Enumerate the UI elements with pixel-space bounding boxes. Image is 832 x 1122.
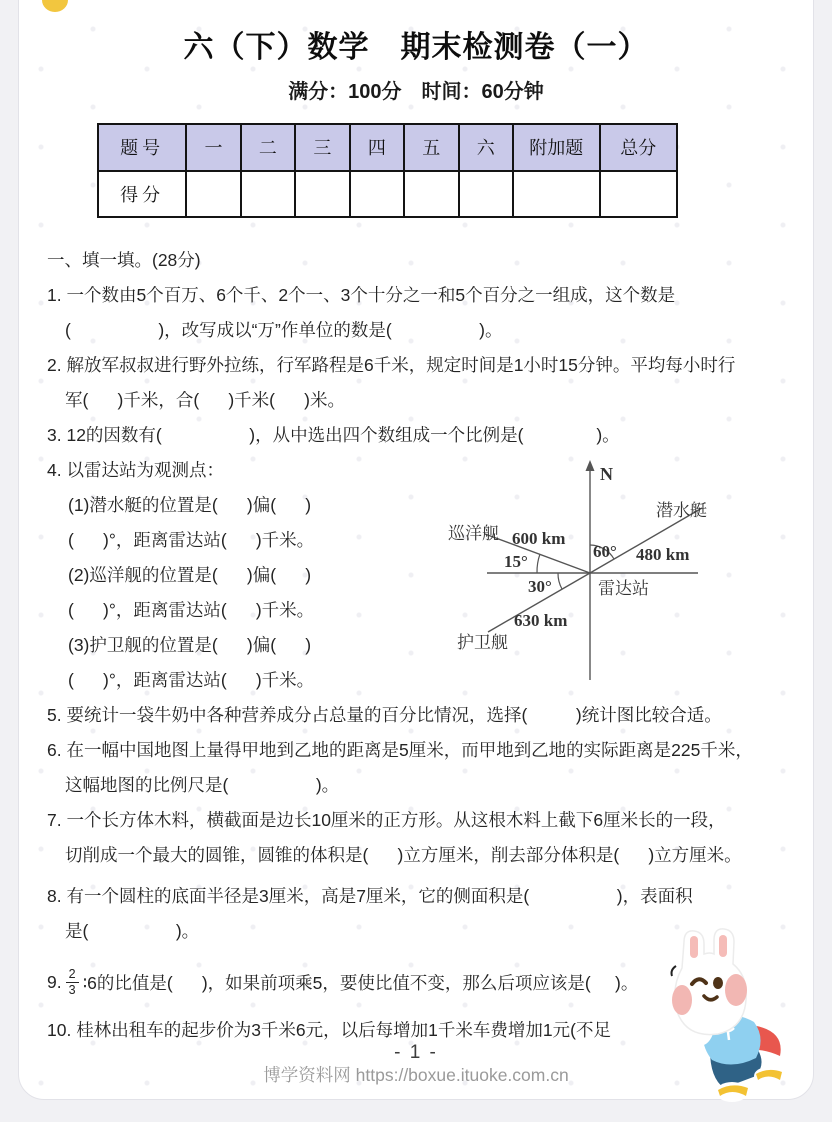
cruiser-label: 巡洋舰 (448, 524, 499, 543)
question-6-line-1: 6. 在一幅中国地图上量得甲地到乙地的距离是5厘米，而甲地到乙地的实际距离是225千米， (47, 740, 753, 760)
score-table-col-6: 六 (459, 124, 513, 171)
question-2-line-2: 军( )千米，合( )千米( )米。 (65, 390, 345, 410)
score-blank-cell (241, 171, 295, 218)
rabbit-eye (713, 977, 723, 989)
site-watermark: 博学资料网 https://boxue.ituoke.com.cn (263, 1065, 569, 1085)
score-blank-cell (295, 171, 349, 218)
frigate-label: 护卫舰 (457, 633, 508, 652)
score-blank-cell (186, 171, 240, 218)
section-heading: 一、填一填。(28分) (47, 250, 201, 270)
question-4-sub-2-line-2: ( )°，距离雷达站( )千米。 (68, 600, 315, 620)
question-9-fraction (66, 967, 79, 997)
question-4-sub-1-line-1: (1)潜水艇的位置是( )偏( ) (68, 495, 312, 515)
score-table (97, 123, 678, 218)
fraction-denominator: 3 (66, 982, 79, 997)
submarine-label: 潜水艇 (656, 501, 707, 520)
score-table-col-4: 四 (350, 124, 404, 171)
angle-arc-15 (537, 554, 540, 573)
question-5: 5. 要统计一袋牛奶中各种营养成分占总量的百分比情况，选择( )统计图比较合适。 (47, 705, 722, 725)
question-6-line-2: 这幅地图的比例尺是( )。 (65, 775, 340, 795)
angle-arc-30 (558, 573, 562, 589)
score-table-score-row (98, 171, 677, 218)
question-4-sub-3-line-1: (3)护卫舰的位置是( )偏( ) (68, 635, 312, 655)
submarine-angle-label: 60° (593, 542, 617, 561)
question-8-line-2: 是( )。 (65, 921, 200, 941)
question-4-sub-2-line-1: (2)巡洋舰的位置是( )偏( ) (68, 565, 312, 585)
radar-diagram (440, 456, 785, 688)
paper-subtitle: 满分：100分 时间：60分钟 (288, 81, 544, 103)
station-label: 雷达站 (598, 579, 649, 598)
cruiser-distance-label: 600 km (512, 529, 566, 548)
frigate-distance-label: 630 km (514, 611, 568, 630)
question-4-block (47, 453, 812, 698)
rabbit-motion-mark (672, 966, 677, 976)
frigate-angle-label: 30° (528, 577, 552, 596)
score-table-header-row (98, 124, 677, 171)
question-2-line-1: 2. 解放军叔叔进行野外拉练，行军路程是6千米，规定时间是1小时15分钟。平均每小时行 (47, 355, 736, 375)
rabbit-cheek-left (672, 985, 692, 1015)
score-blank-cell (404, 171, 458, 218)
score-blank-cell (600, 171, 677, 218)
score-table-col-5: 五 (404, 124, 458, 171)
page-number: - 1 - (394, 1042, 438, 1063)
question-3: 3. 12的因数有( )，从中选出四个数组成一个比例是( )。 (47, 425, 620, 445)
submarine-distance-label: 480 km (636, 545, 690, 564)
cruiser-angle-label: 15° (504, 552, 528, 571)
score-table-corner-cell: 题号 (98, 124, 186, 171)
rabbit-inner-ear-right (719, 935, 727, 957)
question-1-line-2: ( )，改写成以“万”作单位的数是( )。 (65, 320, 503, 340)
question-4-sub-1-line-2: ( )°，距离雷达站( )千米。 (68, 530, 315, 550)
question-10: 10. 桂林出租车的起步价为3千米6元，以后每增加1千米车费增加1元(不足 (47, 1020, 611, 1040)
score-table-col-extra: 附加题 (513, 124, 600, 171)
question-1-line-1: 1. 一个数由5个百万、6个千、2个一、3个十分之一和5个百分之一组成，这个数是 (47, 285, 676, 305)
rabbit-inner-ear-left (690, 936, 698, 958)
score-blank-cell (459, 171, 513, 218)
north-label: N (600, 464, 613, 484)
score-blank-cell (513, 171, 600, 218)
paper-title: 六（下）数学 期末检测卷（一） (183, 31, 649, 64)
score-table-col-1: 一 (186, 124, 240, 171)
question-4-heading: 4. 以雷达站为观测点： (47, 460, 224, 480)
score-blank-cell (350, 171, 404, 218)
score-row-label: 得分 (98, 171, 186, 218)
fraction-numerator: 2 (68, 967, 76, 982)
question-9-number: 9. (47, 971, 62, 992)
question-7-line-2: 切削成一个最大的圆锥，圆锥的体积是( )立方厘米，削去部分体积是( )立方厘米。 (65, 845, 742, 865)
score-table-col-total: 总分 (600, 124, 677, 171)
question-4-sub-3-line-2: ( )°，距离雷达站( )千米。 (68, 670, 315, 690)
question-8-line-1: 8. 有一个圆柱的底面半径是3厘米，高是7厘米，它的侧面积是( )，表面积 (47, 886, 693, 906)
question-9-text: ∶6的比值是( )，如果前项乘5，要使比值不变，那么后项应该是( )。 (82, 972, 639, 993)
north-arrowhead (586, 460, 595, 471)
rabbit-cheek-right (725, 974, 747, 1006)
score-table-col-3: 三 (295, 124, 349, 171)
score-table-col-2: 二 (241, 124, 295, 171)
rabbit-mascot (648, 928, 800, 1108)
question-7-line-1: 7. 一个长方体木料，横截面是边长10厘米的正方形。从这根木料上截下6厘米长的一段， (47, 810, 726, 830)
